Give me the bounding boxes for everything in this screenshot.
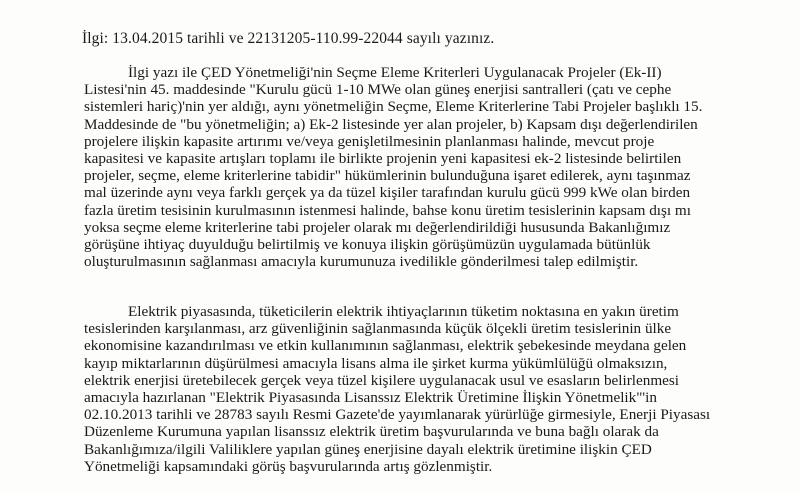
paragraph-line: yoksa seçme eleme kriterlerine tabi projeler olarak mı değerlendirildiği hususunda Bakanlığımız — [84, 218, 671, 236]
paragraph-line: projelere ilişkin kapasite artırımı ve/veya genişletilmesinin planlanması halinde, mevcut proje — [84, 132, 655, 150]
paragraph-line: Listesi'nin 45. maddesinde "Kurulu gücü 1-10 MWe olan güneş enerjisi santralleri (çatı ve cephe — [84, 81, 672, 99]
paragraph-line: fazla üretim tesisinin kurulmasının istenmesi halinde, bahse konu üretim tesislerinin kapsam dışı mı — [84, 201, 691, 219]
paragraph-line: Maddesinde de "bu yönetmeliğin; a) Ek-2 listesinde yer alan projeler, b) Kapsam dışı değerlendirilen — [84, 115, 698, 133]
reference-line: İlgi: 13.04.2015 tarihli ve 22131205-110.99-22044 sayılı yazınız. — [82, 30, 495, 47]
paragraph-line: tesislerinden karşılanması, arz güvenliğinin sağlanmasında küçük ölçekli üretim tesislerinin ülke — [84, 320, 672, 338]
paragraph-line: kapasitesi ve kapasite artışları toplamı ile birlikte projenin yeni kapasitesi ek-2 listesinde belirtilen — [84, 150, 682, 168]
paragraph-line: mal üzerinde aynı veya farklı gerçek ya da tüzel kişiler tarafından kurulu gücü 999 kWe olan birden — [84, 184, 691, 202]
paragraph-line: Yönetmeliği kapsamındaki görüş başvurularında artış gözlenmiştir. — [84, 457, 493, 475]
paragraph-2 — [84, 303, 744, 475]
paragraph-line: elektrik enerjisi üretebilecek gerçek veya tüzel kişilere uygulanacak usul ve esasların belirlenmesi — [84, 371, 680, 389]
paragraph-line: Bakanlığımıza/ilgili Valiliklere yapılan güneş enerjisine dayalı elektrik üretimine ilişkin ÇED — [84, 440, 652, 458]
paragraph-line: projeler, seçme, eleme kriterlerine tabidir" hükümlerinin bulunduğuna işaret edilerek, aynı taşınmaz — [84, 167, 691, 185]
paragraph-line: görüşüne ihtiyaç duyulduğu belirtilmiş ve konuya ilişkin görüşümüzün uygulamada bütünlük — [84, 236, 651, 254]
paragraph-line: 02.10.2013 tarihli ve 28783 sayılı Resmi Gazete'de yayımlanarak yürürlüğe girmesiyle, Enerji Piyasası — [84, 406, 711, 424]
paragraph-line: oluşturulmasının sağlanması amacıyla kurumunuza ivedilikle gönderilmesi talep edilmiştir. — [84, 253, 639, 271]
paragraph-line: İlgi yazı ile ÇED Yönetmeliği'nin Seçme Eleme Kriterleri Uygulanacak Projeler (Ek-II) — [128, 64, 662, 81]
paragraph-line: sistemleri hariç)'nin yer aldığı, aynı yönetmeliğin Seçme, Eleme Kriterlerine Tabi Projeler başlıklı 15. — [84, 98, 703, 116]
paragraph-line: ekonomisine kazandırılması ve etkin kullanımının sağlanması, elektrik şebekesinde meydana gelen — [84, 337, 687, 355]
paragraph-line: kayıp miktarlarının düşürülmesi amacıyla lisans alma ile şirket kurma yükümlülüğü olmaksızın, — [84, 354, 668, 372]
paragraph-line: Düzenleme Kurumuna yapılan lisanssız elektrik üretim başvurularında ve buna bağlı olarak da — [84, 423, 659, 441]
paragraph-line: Elektrik piyasasında, tüketicilerin elektrik ihtiyaçlarının tüketim noktasına en yakın üretim — [128, 303, 679, 320]
paragraph-1 — [84, 64, 744, 270]
paragraph-line: amacıyla hazırlanan "Elektrik Piyasasında Lisanssız Elektrik Üretimine İlişkin Yönetmelik"'in — [84, 389, 657, 407]
